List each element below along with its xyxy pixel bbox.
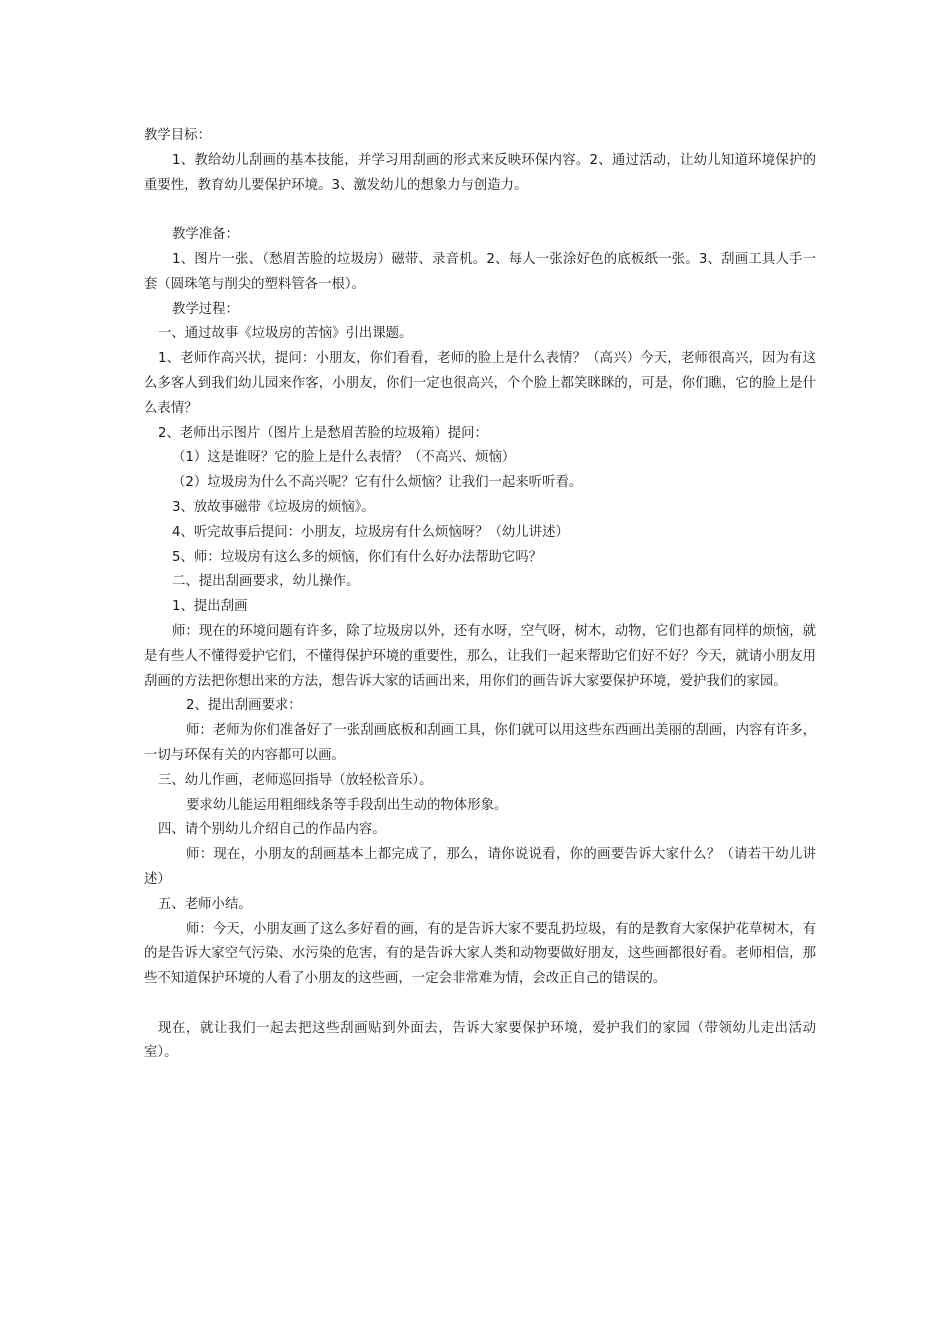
document-body: [144, 124, 816, 1066]
paragraph: 1、教给幼儿刮画的基本技能，并学习用刮画的形式来反映环保内容。2、通过活动，让幼儿知道环境保护的重要性，教育幼儿要保护环境。3、激发幼儿的想象力与创造力。: [144, 152, 816, 193]
step-heading: 三、幼儿作画，老师巡回指导（放轻松音乐）。: [158, 772, 433, 788]
paragraph: 现在，就让我们一起去把这些刮画贴到外面去，告诉大家要保护环境，爱护我们的家园（带领幼儿走出活动室）。: [144, 1020, 816, 1061]
step-heading: 一、通过故事《垃圾房的苦恼》引出课题。: [158, 326, 413, 342]
paragraph: 3、放故事磁带《垃圾房的烦恼》。: [172, 499, 375, 515]
paragraph: 1、老师作高兴状，提问：小朋友，你们看看，老师的脸上是什么表情？（高兴）今天，老师很高兴，因为有这么多客人到我们幼儿园来作客，小朋友，你们一定也很高兴，个个脸上都笑眯眯的，可是，你们瞧，它的脸上是什么表情？: [144, 351, 816, 416]
step-heading: 二、提出刮画要求，幼儿操作。: [172, 574, 360, 590]
step-heading: 五、老师小结。: [158, 896, 252, 912]
paragraph: 要求幼儿能运用粗细线条等手段刮出生动的物体形象。: [186, 797, 508, 813]
paragraph: （1）这是谁呀？它的脸上是什么表情？（不高兴、烦恼）: [172, 450, 516, 466]
blank-line: [144, 198, 816, 223]
step-heading: 四、请个别幼儿介绍自己的作品内容。: [158, 822, 386, 838]
section-heading-preparation: 教学准备：: [172, 227, 239, 243]
paragraph: 4、听完故事后提问：小朋友，垃圾房有什么烦恼呀？（幼儿讲述）: [172, 524, 569, 540]
paragraph: 师：今天，小朋友画了这么多好看的画，有的是告诉大家不要乱扔垃圾，有的是教育大家保护花草树木，有的是告诉大家空气污染、水污染的危害，有的是告诉大家人类和动物要做好朋友，这些画都很好看。老师相信，那些不知道保护环境的人看了小朋友的这些画，一定会非常难为情，会改正自己的错误的。: [144, 921, 816, 987]
paragraph: 师：现在的环境问题有许多，除了垃圾房以外，还有水呀，空气呀，树木，动物，它们也都有同样的烦恼，就是有些人不懂得爱护它们，不懂得保护环境的重要性，那么，让我们一起来帮助它们好不好？今天，就请小朋友用刮画的方法把你想出来的方法，想告诉大家的话画出来，用你们的画告诉大家要保护环境，爱护我们的家园。: [144, 623, 816, 689]
paragraph: （2）垃圾房为什么不高兴呢？它有什么烦恼？让我们一起来听听看。: [172, 475, 583, 491]
paragraph: 5、师：垃圾房有这么多的烦恼，你们有什么好办法帮助它吗？: [172, 549, 543, 565]
paragraph: 2、老师出示图片（图片上是愁眉苦脸的垃圾箱）提问：: [158, 425, 488, 441]
paragraph: 2、提出刮画要求：: [186, 698, 302, 714]
blank-line: [144, 992, 816, 1017]
paragraph: 师：老师为你们准备好了一张刮画底板和刮画工具，你们就可以用这些东西画出美丽的刮画，内容有许多，一切与环保有关的内容都可以画。: [144, 723, 816, 763]
paragraph: 1、图片一张、（愁眉苦脸的垃圾房）磁带、录音机。2、每人一张涂好色的底板纸一张。3、刮画工具人手一套（圆珠笔与削尖的塑料管各一根）。: [144, 251, 816, 292]
paragraph: 1、提出刮画: [172, 599, 248, 615]
section-heading-goals: 教学目标：: [144, 128, 211, 143]
paragraph: 师：现在，小朋友的刮画基本上都完成了，那么，请你说说看，你的画要告诉大家什么？（请若干幼儿讲述）: [144, 847, 816, 887]
section-heading-process: 教学过程：: [172, 301, 239, 317]
